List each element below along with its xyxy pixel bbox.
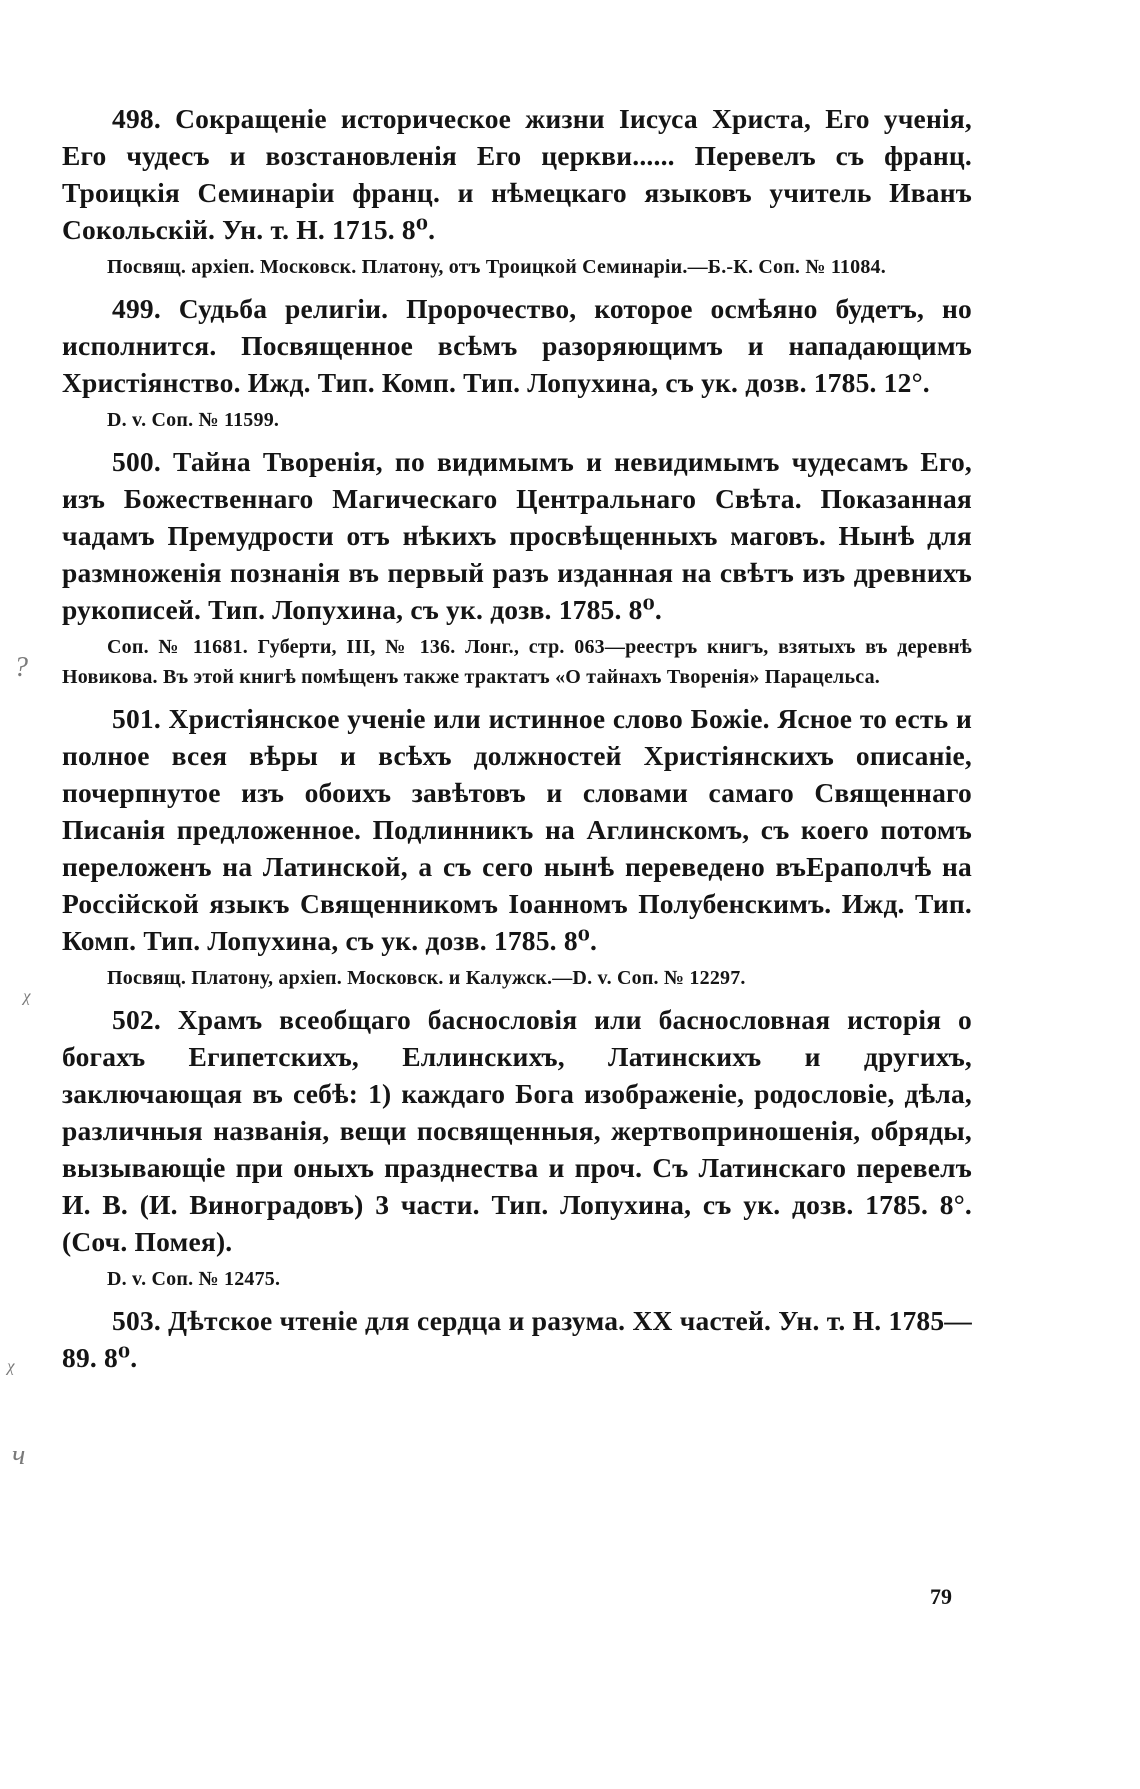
catalog-entry-500	[62, 443, 972, 692]
catalog-entry-502	[62, 1001, 972, 1294]
catalog-entry-498	[62, 100, 972, 282]
document-page	[62, 100, 972, 1376]
entry-note: D. v. Соп. № 11599.	[107, 409, 280, 431]
margin-handwritten-mark: ᵡ	[22, 985, 30, 1016]
catalog-entry-503	[62, 1302, 972, 1376]
entry-note: D. v. Соп. № 12475.	[107, 1268, 281, 1290]
margin-handwritten-mark: ᵡ	[6, 1355, 14, 1386]
margin-handwritten-mark: ?	[14, 652, 28, 683]
entry-note: Посвящ. архіеп. Московск. Платону, отъ Троицкой Семинаріи.—Б.-К. Соп. № 11084.	[107, 256, 886, 278]
entry-text: 503. Дѣтское чтеніе для сердца и разума. XX частей. Ун. т. Н. 1785—89. 8⁰.	[62, 1305, 972, 1373]
entry-note: Посвящ. Платону, архіеп. Московск. и Калужск.—D. v. Соп. № 12297.	[107, 967, 746, 989]
page-number: 79	[930, 1584, 952, 1609]
catalog-entry-501	[62, 700, 972, 993]
margin-handwritten-mark: ч	[12, 1440, 26, 1471]
entry-text: 498. Сокращеніе историческое жизни Іисуса Христа, Его ученія, Его чудесъ и возстановленія Его церкви...... Перевелъ съ франц. Троицкія Семинаріи франц. и нѣмецкаго языковъ учитель Иванъ Сокольскій. Ун. т. Н. 1715. 8⁰.	[62, 103, 972, 245]
entry-text: 499. Судьба религіи. Пророчество, которое осмѣяно будетъ, но исполнится. Посвященное всѣмъ разоряющимъ и нападающимъ Христіянство. Ижд. Тип. Комп. Тип. Лопухина, съ ук. дозв. 1785. 12°.	[62, 293, 972, 398]
entry-text: 502. Храмъ всеобщаго баснословія или баснословная исторія о богахъ Египетскихъ, Еллинскихъ, Латинскихъ и другихъ, заключающая въ себѣ: 1) каждаго Бога изображеніе, родословіе, дѣла, различныя названія, вещи посвященныя, жертвоприношенія, обряды, вызывающіе при оныхъ празднества и проч. Съ Латинскаго перевелъ И. В. (И. Виноградовъ) 3 части. Тип. Лопухина, съ ук. дозв. 1785. 8°. (Соч. Помея).	[62, 1004, 972, 1257]
entry-note: Соп. № 11681. Губерти, III, № 136. Лонг., стр. 063—реестръ книгъ, взятыхъ въ деревнѣ Новикова. Въ этой книгѣ помѣщенъ также трактатъ «О тайнахъ Творенія» Парацельса.	[62, 636, 972, 688]
entry-text: 500. Тайна Творенія, по видимымъ и невидимымъ чудесамъ Его, изъ Божественнаго Магическаго Центральнаго Свѣта. Показанная чадамъ Премудрости отъ нѣкихъ просвѣщенныхъ маговъ. Нынѣ для размноженія познанія въ первый разъ изданная на свѣтъ изъ древнихъ рукописей. Тип. Лопухина, съ ук. дозв. 1785. 8⁰.	[62, 446, 972, 625]
catalog-entry-499	[62, 290, 972, 435]
entry-text: 501. Христіянское ученіе или истинное слово Божіе. Ясное то есть и полное всея вѣры и всѣхъ должностей Христіянскихъ описаніе, почерпнутое изъ обоихъ завѣтовъ и словами самаго Священнаго Писанія предложенное. Подлинникъ на Аглинскомъ, съ коего потомъ переложенъ на Латинской, а съ сего нынѣ переведено въЕраполчѣ на Россійской языкъ Священникомъ Іоанномъ Полубенскимъ. Ижд. Тип. Комп. Тип. Лопухина, съ ук. дозв. 1785. 8⁰.	[62, 703, 972, 956]
